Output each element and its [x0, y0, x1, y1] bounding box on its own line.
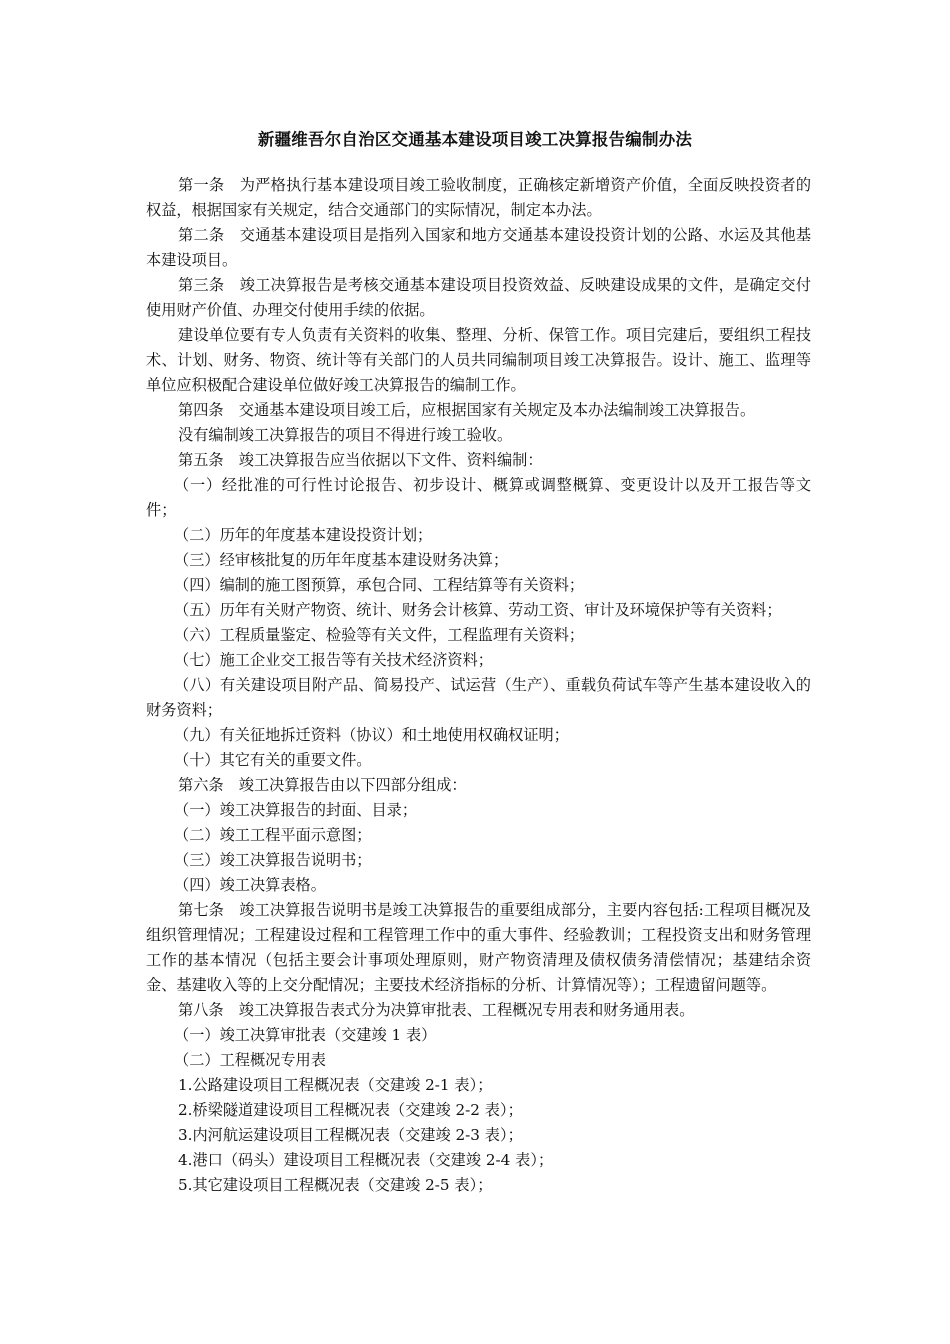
document-title: 新疆维吾尔自治区交通基本建设项目竣工决算报告编制办法	[257, 130, 693, 149]
paragraph: 第三条 竣工决算报告是考核交通基本建设项目投资效益、反映建设成果的文件，是确定交付使用财产价值、办理交付使用手续的依据。	[146, 276, 811, 319]
paragraph: （二）竣工工程平面示意图；	[174, 826, 372, 844]
paragraph: 第二条 交通基本建设项目是指列入国家和地方交通基本建设投资计划的公路、水运及其他基本建设项目。	[146, 226, 811, 269]
paragraph: 第八条 竣工决算报告表式分为决算审批表、工程概况专用表和财务通用表。	[178, 1001, 695, 1019]
paragraph: （四）编制的施工图预算，承包合同、工程结算等有关资料；	[174, 576, 585, 594]
paragraph: （九）有关征地拆迁资料（协议）和土地使用权确权证明；	[174, 726, 569, 744]
paragraph: 第四条 交通基本建设项目竣工后，应根据国家有关规定及本办法编制竣工决算报告。	[178, 401, 756, 419]
paragraph: 3.内河航运建设项目工程概况表（交建竣 2-3 表）；	[178, 1126, 523, 1144]
paragraph: （八）有关建设项目附产品、简易投产、试运营（生产）、重载负荷试车等产生基本建设收入的财务资料；	[146, 676, 811, 719]
paragraph: （十）其它有关的重要文件。	[174, 751, 372, 769]
paragraph: （二）历年的年度基本建设投资计划；	[174, 526, 433, 544]
paragraph: 4.港口（码头）建设项目工程概况表（交建竣 2-4 表）；	[178, 1151, 554, 1169]
paragraph: 建设单位要有专人负责有关资料的收集、整理、分析、保管工作。项目完建后，要组织工程技术、计划、财务、物资、统计等有关部门的人员共同编制项目竣工决算报告。设计、施工、监理等单位应积极配合建设单位做好竣工决算报告的编制工作。	[146, 326, 811, 394]
paragraph: （三）经审核批复的历年年度基本建设财务决算；	[174, 551, 509, 569]
paragraph: 2.桥梁隧道建设项目工程概况表（交建竣 2-2 表）；	[178, 1101, 523, 1119]
paragraph: （一）经批准的可行性讨论报告、初步设计、概算或调整概算、变更设计以及开工报告等文件；	[146, 476, 811, 519]
paragraph: （一）竣工决算报告的封面、目录；	[174, 801, 417, 819]
paragraph: 第一条 为严格执行基本建设项目竣工验收制度，正确核定新增资产价值，全面反映投资者的权益，根据国家有关规定，结合交通部门的实际情况，制定本办法。	[146, 176, 811, 219]
document-body	[146, 173, 811, 1198]
paragraph: （三）竣工决算报告说明书；	[174, 851, 372, 869]
paragraph: （五）历年有关财产物资、统计、财务会计核算、劳动工资、审计及环境保护等有关资料；	[174, 601, 782, 619]
paragraph: 没有编制竣工决算报告的项目不得进行竣工验收。	[178, 426, 513, 444]
paragraph: （六）工程质量鉴定、检验等有关文件，工程监理有关资料；	[174, 626, 585, 644]
paragraph: 第七条 竣工决算报告说明书是竣工决算报告的重要组成部分，主要内容包括:工程项目概况及组织管理情况；工程建设过程和工程管理工作中的重大事件、经验教训；工程投资支出和财务管理工作的基本情况（包括主要会计事项处理原则，财产物资清理及债权债务清偿情况；基建结余资金、基建收入等的上交分配情况；主要技术经济指标的分析、计算情况等）；工程遗留问题等。	[146, 901, 811, 994]
paragraph: （四）竣工决算表格。	[174, 876, 326, 894]
paragraph: 5.其它建设项目工程概况表（交建竣 2-5 表）；	[178, 1176, 493, 1194]
paragraph: 第五条 竣工决算报告应当依据以下文件、资料编制：	[178, 451, 543, 469]
paragraph: （二）工程概况专用表	[174, 1051, 326, 1069]
paragraph: 1.公路建设项目工程概况表（交建竣 2-1 表）；	[178, 1076, 493, 1094]
paragraph: （七）施工企业交工报告等有关技术经济资料；	[174, 651, 493, 669]
paragraph: 第六条 竣工决算报告由以下四部分组成：	[178, 776, 467, 794]
paragraph: （一）竣工决算审批表（交建竣 1 表）	[174, 1026, 437, 1044]
